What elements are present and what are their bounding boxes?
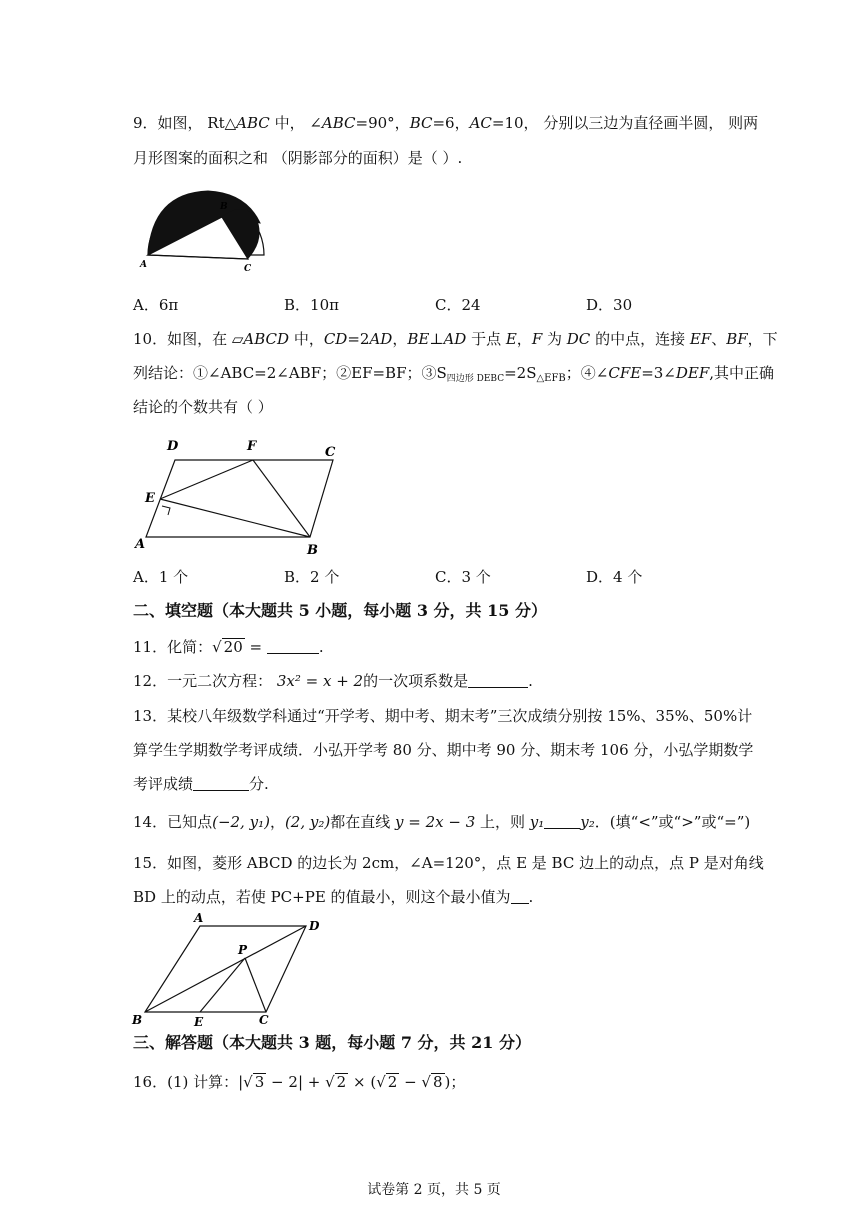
q11: 11．化简：√ 20 = . — [133, 638, 324, 656]
q12-answer-blank[interactable] — [468, 673, 528, 688]
q13-answer-blank[interactable] — [193, 776, 249, 791]
q9-label-c: C — [244, 264, 252, 273]
q11-answer-blank[interactable] — [267, 639, 319, 654]
q15-label-b: B — [132, 1013, 143, 1027]
q9-figure — [138, 183, 278, 273]
page-footer: 试卷第 2 页，共 5 页 — [367, 1182, 501, 1198]
q9-option-c: C．24 — [435, 296, 481, 314]
q15-answer-blank[interactable] — [511, 889, 529, 904]
q10-option-d: D．4 个 — [586, 568, 643, 586]
q10-option-a: A．1 个 — [133, 568, 189, 586]
q15-label-p: P — [238, 943, 248, 957]
q10-option-c: C．3 个 — [435, 568, 491, 586]
q15-line1: 15．如图，菱形 ABCD 的边长为 2cm，∠A=120°，点 E 是 BC 边上的动点，点 P 是对角线 — [133, 854, 764, 872]
q9-option-a: A．6π — [133, 296, 179, 314]
q10-label-a: A — [135, 537, 146, 552]
q10-label-c: C — [325, 445, 336, 460]
q10-label-e: E — [145, 491, 155, 506]
q9-label-b: B — [220, 202, 228, 212]
q10-label-b: B — [307, 543, 318, 558]
q13-line3: 考评成绩 分. — [133, 775, 269, 793]
q9-option-b: B．10π — [284, 296, 339, 314]
section-3-heading: 三、解答题（本大题共 3 题，每小题 7 分，共 21 分） — [133, 1033, 531, 1052]
q15-label-d: D — [309, 919, 320, 933]
q16: 16．(1) 计算：|√ 3 − 2| + √ 2 × (√ 2 − √ 8 )； — [133, 1073, 466, 1091]
q10-option-b: B．2 个 — [284, 568, 340, 586]
q14: 14．已知点(−2, y₁)，(2, y₂)都在直线 y = 2x − 3 上，则 y₁ y₂．(填“<”或“>”或“=”) — [133, 813, 751, 831]
section-2-heading: 二、填空题（本大题共 5 小题，每小题 3 分，共 15 分） — [133, 601, 547, 620]
q15-label-e: E — [194, 1015, 204, 1029]
q12: 12．一元二次方程： 3x² = x + 2的一次项系数是 . — [133, 672, 533, 690]
q9-label-a: A — [140, 260, 147, 270]
q15-line2: BD 上的动点，若使 PC+PE 的值最小，则这个最小值为 . — [133, 888, 534, 906]
q9-option-d: D．30 — [586, 296, 633, 314]
q15-label-c: C — [259, 1013, 269, 1027]
q10-label-f: F — [247, 439, 257, 454]
q13-line1: 13．某校八年级数学科通过“开学考、期中考、期末考”三次成绩分别按 15%、35%、50%计 — [133, 707, 753, 725]
q13-line2: 算学生学期数学考评成绩．小弘开学考 80 分、期中考 90 分、期末考 106 分，小弘学期数学 — [133, 741, 754, 759]
q15-label-a: A — [194, 911, 204, 925]
q10-line3: 结论的个数共有（ ） — [133, 398, 273, 416]
q10-figure — [133, 436, 343, 561]
q10-line1: 10．如图，在 ▱ABCD 中，CD=2AD，BE⊥AD 于点 E，F 为 DC 的中点，连接 EF、BF，下 — [133, 330, 778, 348]
q15-figure — [128, 910, 328, 1030]
q14-answer-blank[interactable] — [544, 814, 580, 829]
q9-line2: 月形图案的面积之和 （阴影部分的面积）是（ ）. — [133, 149, 463, 167]
q10-label-d: D — [167, 439, 179, 454]
q10-line2: 列结论：①∠ABC=2∠ABF；②EF=BF；$③S_{四边形 DEBC}=2S_{\triangle EFB}$；④∠CFE=3∠DEF,其中正确 — [133, 364, 775, 384]
q9-line1: 9．如图， Rt△ABC 中， ∠ABC=90°，BC=6，AC=10， 分别以三边为直径画半圆， 则两 — [133, 114, 759, 132]
